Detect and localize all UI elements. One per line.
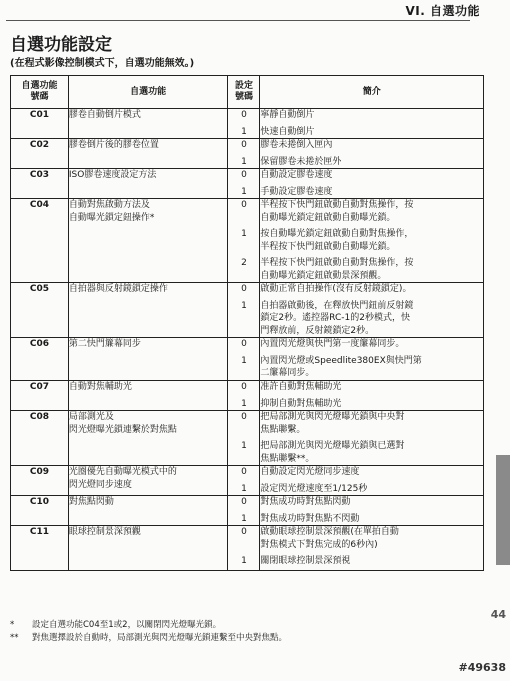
setting-descriptions: [260, 283, 484, 338]
setting-numbers: [228, 411, 260, 466]
setting-description-line: 准許自動對焦輔助光: [260, 382, 342, 392]
setting-number: 0: [241, 527, 247, 537]
setting-description-line: 關閉眼球控制景深預視: [260, 556, 351, 566]
setting-description-line: 自動曝光鎖定鈕啟動景深預觀。: [260, 270, 387, 281]
setting-number: 0: [241, 200, 247, 210]
setting-description-line: 快速自動倒片: [260, 126, 315, 137]
setting-description-line: 保留膠卷未捲於匣外: [260, 156, 342, 167]
setting-descriptions: [260, 199, 484, 283]
function-name-line: 自動曝光鎖定鈕操作*: [68, 212, 155, 223]
function-name: [68, 199, 228, 283]
setting-number: 0: [241, 412, 247, 422]
setting-number: 0: [241, 467, 247, 477]
setting-description-line: 抑制自動對焦輔助光: [260, 398, 342, 409]
setting-number: 1: [241, 398, 247, 409]
setting-description-line: 對焦模式下對焦完成的6秒內): [260, 539, 378, 550]
setting-description-line: 二簾幕同步。: [260, 368, 315, 378]
table-row: [11, 526, 484, 571]
function-name: [68, 526, 228, 571]
setting-number: 1: [241, 300, 247, 311]
section-thumb-tab: [496, 455, 510, 565]
table-row: [11, 199, 484, 283]
table-header-row: [11, 76, 484, 109]
function-name-line: 光圈優先自動曝光模式中的: [68, 467, 177, 477]
setting-numbers: [228, 338, 260, 381]
setting-description-line: 焦點聯繫。: [260, 424, 306, 435]
setting-number: 0: [241, 497, 247, 507]
blank-line: [228, 241, 259, 254]
setting-description-line: 自拍器啟動後，在釋放快門鈕前反射鏡: [260, 300, 414, 311]
function-code: C11: [11, 526, 69, 571]
function-name-line: 對焦點閃動: [68, 497, 114, 507]
setting-description-line: 啟動眼球控制景深預觀(在單拍自動: [260, 527, 399, 537]
footnote: [10, 632, 490, 645]
function-name-line: 自拍器與反射鏡鎖定操作: [68, 284, 168, 294]
blank-line: [228, 212, 259, 225]
function-name-line: 眼球控制景深預觀: [68, 527, 141, 537]
setting-description-line: 內置閃光燈或Speedlite380EX與快門第: [260, 355, 422, 366]
footnote-text: 設定自選功能C04至1或2，以關閉閃光燈曝光鎖。: [32, 620, 222, 630]
setting-description-line: 對焦成功時對焦點不閃動: [260, 513, 360, 524]
table-row: [11, 169, 484, 199]
setting-numbers: [228, 381, 260, 411]
function-code: C08: [11, 411, 69, 466]
function-code: C09: [11, 466, 69, 496]
setting-number: 0: [241, 110, 247, 120]
setting-descriptions: [260, 496, 484, 526]
setting-descriptions: [260, 109, 484, 139]
setting-number: 1: [241, 483, 247, 494]
setting-number: 1: [241, 229, 247, 239]
setting-description-line: 自動曝光鎖定鈕啟動自動曝光鎖。: [260, 212, 396, 223]
table-row: [11, 139, 484, 169]
setting-description-line: 半程按下快門鈕啟動自動對焦操作，按: [260, 200, 414, 210]
setting-descriptions: [260, 381, 484, 411]
function-name-line: 膠卷倒片後的膠卷位置: [68, 140, 159, 150]
header-rule: [6, 20, 470, 21]
setting-description-line: 啟動正常自拍操作(沒有反射鏡鎖定)。: [260, 284, 412, 294]
blank-line: [228, 270, 259, 283]
setting-descriptions: [260, 411, 484, 466]
setting-numbers: [228, 496, 260, 526]
function-name: [68, 139, 228, 169]
function-name: [68, 381, 228, 411]
blank-line: [228, 424, 259, 437]
setting-numbers: [228, 199, 260, 283]
header-setting: 設定 號碼: [228, 76, 260, 109]
setting-description-line: 門釋放前，反射鏡鎖定2秒。: [260, 325, 375, 336]
setting-number: 0: [241, 284, 247, 294]
setting-number: 1: [241, 156, 247, 167]
setting-numbers: [228, 466, 260, 496]
function-code: C06: [11, 338, 69, 381]
setting-descriptions: [260, 169, 484, 199]
table-row: [11, 381, 484, 411]
setting-number: 0: [241, 382, 247, 392]
setting-description-line: 按自動曝光鎖定鈕啟動自動對焦操作，: [260, 229, 414, 239]
function-name: [68, 496, 228, 526]
function-name-line: 閃光燈曝光鎖連繫於對焦點: [68, 424, 177, 435]
setting-number: 1: [241, 556, 247, 566]
page-subtitle: (在程式影像控制模式下，自選功能無效。): [10, 58, 195, 69]
setting-description-line: 焦點聯繫**。: [260, 453, 315, 464]
function-code: C05: [11, 283, 69, 338]
function-code: C07: [11, 381, 69, 411]
function-name-line: ISO膠卷速度設定方法: [68, 170, 157, 180]
page-header: [0, 0, 510, 22]
blank-line: [228, 539, 259, 552]
function-code: C03: [11, 169, 69, 199]
setting-description-line: 把局部測光與閃光燈曝光鎖與已選對: [260, 441, 405, 451]
setting-numbers: [228, 283, 260, 338]
function-name: [68, 283, 228, 338]
function-name-line: 第二快門簾幕同步: [68, 339, 141, 349]
setting-description-line: 自動設定膠卷速度: [260, 170, 333, 180]
setting-description-line: 自動設定閃光燈同步速度: [260, 467, 360, 477]
function-name: [68, 338, 228, 381]
page-title: 自選功能設定: [10, 35, 112, 55]
page-number: 44: [490, 608, 506, 621]
setting-description-line: 設定閃光燈速度至1/125秒: [260, 483, 368, 494]
footnotes: [10, 619, 490, 645]
function-name: [68, 169, 228, 199]
function-name-line: 自動對焦啟動方法及: [68, 200, 150, 210]
function-code: C02: [11, 139, 69, 169]
setting-number: 1: [241, 126, 247, 137]
setting-numbers: [228, 139, 260, 169]
setting-descriptions: [260, 466, 484, 496]
header-desc: 簡介: [260, 76, 484, 109]
blank-line: [228, 453, 259, 466]
function-name-line: 膠卷自動倒片模式: [68, 110, 141, 120]
setting-description-line: 膠卷未捲倒入匣內: [260, 140, 333, 150]
setting-descriptions: [260, 338, 484, 381]
setting-description-line: 寧靜自動倒片: [260, 110, 315, 120]
table-row: [11, 496, 484, 526]
table-row: [11, 338, 484, 381]
header-code: 自選功能 號碼: [11, 76, 69, 109]
setting-descriptions: [260, 139, 484, 169]
setting-description-line: 把局部測光與閃光燈曝光鎖與中央對: [260, 412, 405, 422]
blank-line: [228, 325, 259, 338]
footnote-mark: *: [10, 620, 15, 630]
setting-description-line: 半程按下快門鈕啟動自動對焦操作，按: [260, 258, 414, 268]
setting-number: 1: [241, 186, 247, 197]
table-row: [11, 109, 484, 139]
setting-number: 1: [241, 441, 247, 451]
setting-description-line: 對焦成功時對焦點閃動: [260, 497, 351, 507]
setting-number: 0: [241, 140, 247, 150]
function-name-line: 閃光燈同步速度: [68, 479, 132, 490]
setting-descriptions: [260, 526, 484, 571]
function-name: [68, 411, 228, 466]
setting-number: 0: [241, 339, 247, 349]
custom-functions-table: [10, 75, 484, 571]
blank-line: [228, 367, 259, 380]
function-name-line: 自動對焦輔助光: [68, 382, 132, 392]
footnote-mark: **: [10, 633, 19, 643]
setting-description-line: 內置閃光燈與快門第一度簾幕同步。: [260, 339, 405, 349]
function-name-line: 局部測光及: [68, 412, 114, 422]
setting-numbers: [228, 526, 260, 571]
setting-description-line: 鎖定2秒。遙控器RC-1的2秒模式，快: [260, 313, 410, 323]
setting-description-line: 半程按下快門鈕啟動自動曝光鎖。: [260, 241, 396, 252]
function-code: C01: [11, 109, 69, 139]
table-row: [11, 466, 484, 496]
setting-number: 1: [241, 355, 247, 366]
setting-numbers: [228, 169, 260, 199]
header-name: 自選功能: [68, 76, 228, 109]
table-row: [11, 411, 484, 466]
footnote: [10, 619, 490, 632]
watermark: #49638: [458, 661, 506, 674]
function-name: [68, 109, 228, 139]
blank-line: [228, 312, 259, 325]
table-row: [11, 283, 484, 338]
setting-numbers: [228, 109, 260, 139]
function-code: C04: [11, 199, 69, 283]
setting-number: 2: [241, 258, 247, 268]
setting-number: 0: [241, 170, 247, 180]
section-title: VI. 自選功能: [405, 4, 480, 18]
footnote-text: 對焦選擇設於自動時，局部測光與閃光燈曝光鎖連繫至中央對焦點。: [32, 633, 288, 643]
function-code: C10: [11, 496, 69, 526]
setting-number: 1: [241, 513, 247, 524]
function-name: [68, 466, 228, 496]
setting-description-line: 手動設定膠卷速度: [260, 186, 333, 197]
